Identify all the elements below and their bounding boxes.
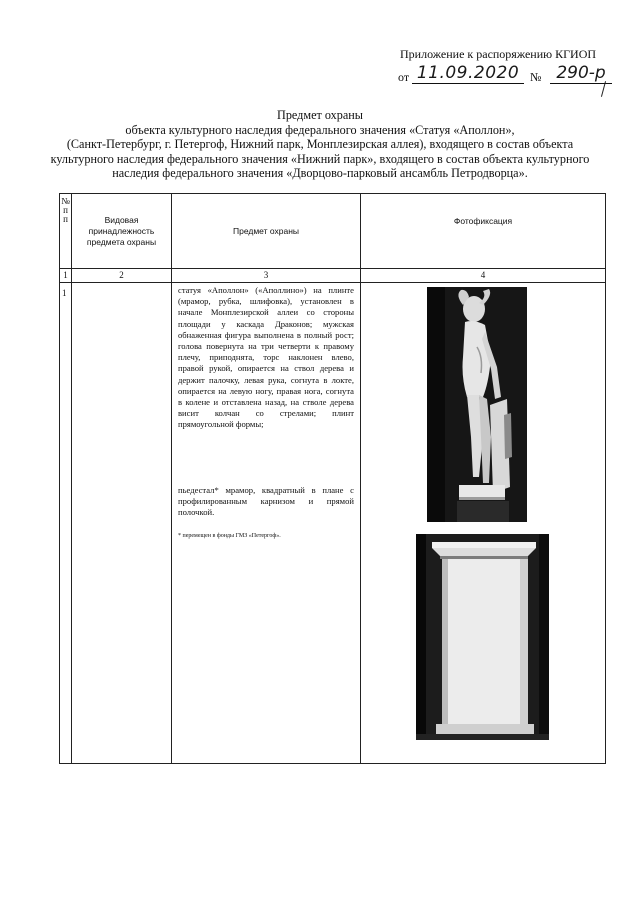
- appendix-label: Приложение к распоряжению КГИОП: [400, 47, 597, 61]
- from-label: от: [398, 70, 410, 84]
- column-number-row: [60, 269, 606, 283]
- order-date: 11.09.2020: [412, 63, 524, 84]
- row-description: [172, 283, 361, 764]
- heading-line: (Санкт-Петербург, г. Петергоф, Нижний парк, Монплезирская аллея), входящего в состав объекта: [66, 137, 574, 151]
- order-number: 290-р: [550, 63, 612, 84]
- column-number: 2: [72, 269, 172, 283]
- statue-description: статуя «Аполлон» («Аполлино») на плинте (мрамор, рубка, шлифовка), установлен в начале Монплезирской аллеи со стороны площади у каскада Драконов; мужская обнаженная фигура выполнена в полный рост; голова повернута на три четверти к правому плечу, приподнята, торс наклонен влево, правой рукой, опирается на ствол дерева и держит палочку, левая рука, согнута в локте, опирается на левую ногу, правая нога, согнута в колене и отставлена назад, на стволе дерева висит колчан со стрелами; плинт прямоугольной формы;: [178, 285, 354, 430]
- pedestal-description: пьедестал* мрамор, квадратный в плане с профилированным карнизом и прямой полочкой.: [178, 484, 354, 518]
- heading-title: Предмет охраны: [277, 108, 363, 122]
- row-kind: [72, 283, 172, 764]
- header-subject: Предмет охраны: [172, 194, 361, 269]
- column-number: 4: [361, 269, 606, 283]
- statue-photo: [427, 287, 527, 522]
- heading-line: наследия федерального значения «Дворцово-парковый ансамбль Петродворца».: [112, 166, 528, 180]
- document-heading: [40, 108, 600, 181]
- header-kind: Видовая принадлежность предмета охраны: [72, 194, 172, 269]
- header-photo: Фотофиксация: [361, 194, 606, 269]
- heading-line: объекта культурного наследия федерального значения «Статуя «Аполлон»,: [125, 122, 515, 137]
- table-row: [60, 283, 606, 764]
- pedestal-photo: [416, 534, 549, 740]
- protection-table: [59, 193, 606, 764]
- column-number: 3: [172, 269, 361, 283]
- row-photos: [361, 283, 606, 764]
- row-number: 1: [60, 283, 72, 764]
- header-num: № п п: [60, 194, 72, 269]
- table-header-row: [60, 194, 606, 269]
- heading-line: культурного наследия федерального значения «Нижний парк», входящего в состав объекта культурного: [50, 151, 590, 166]
- number-label: №: [530, 70, 542, 84]
- column-number: 1: [60, 269, 72, 283]
- order-reference: [398, 63, 618, 93]
- footnote: * перемещен в фонды ГМЗ «Петергоф».: [178, 533, 281, 540]
